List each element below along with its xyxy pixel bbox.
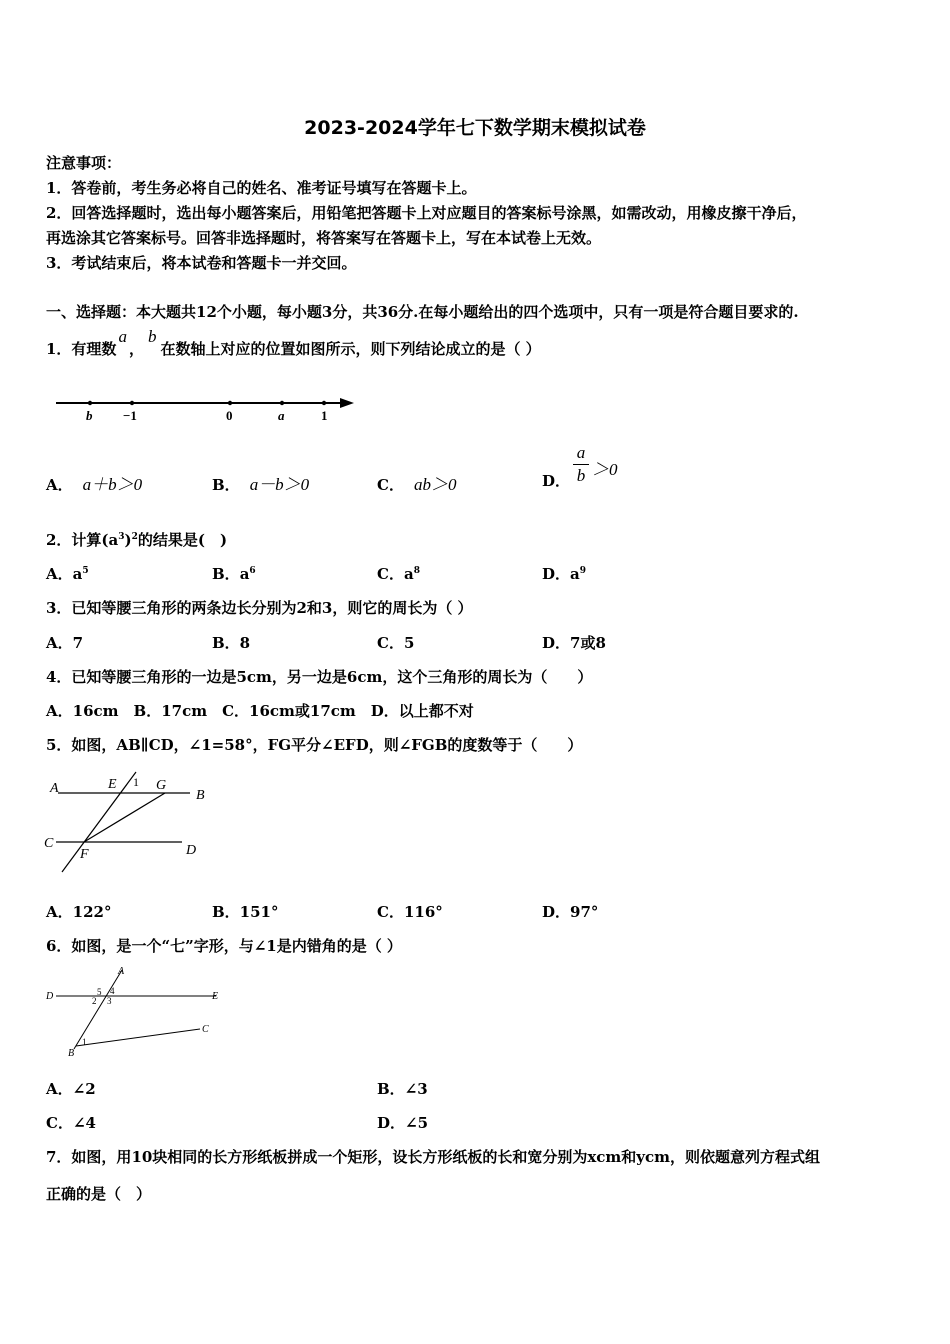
q5-stem: 5．如图，AB∥CD，∠1=58°，FG平分∠EFD，则∠FGB的度数等于（ ） [46, 736, 583, 754]
q5-figure [40, 770, 215, 880]
q2-option-a [46, 563, 89, 584]
q2-option-b-exp: 6 [249, 566, 256, 576]
q1-option-c [377, 470, 456, 495]
q2-stem-pre: 2．计算(a [46, 531, 119, 549]
q6-option-a: A．∠2 [46, 1080, 96, 1098]
axis-label-1: 1 [321, 408, 328, 423]
q6-label-B: B [68, 1048, 75, 1058]
axis-label-b: b [86, 408, 93, 423]
q2-option-b [212, 563, 256, 584]
q2-option-c-exp: 8 [413, 566, 420, 576]
q6-stem: 6．如图，是一个“七”字形，与∠1是内错角的是（ ） [46, 937, 402, 955]
axis-label-a: a [278, 408, 285, 423]
q6-label-E: E [212, 991, 219, 1002]
q1-option-a [46, 470, 142, 495]
q5-label-1: 1 [133, 775, 139, 789]
q2-stem-post: 的结果是( ) [137, 531, 228, 549]
q2-option-b-label: B． [212, 565, 240, 583]
q7-stem-line1: 7．如图，用10块相同的长方形纸板拼成一个矩形，设长方形纸板的长和宽分别为xcm和ycm，则依题意列方程式组 [46, 1148, 820, 1166]
q6-label-2: 2 [92, 996, 97, 1006]
q6-option-b: B．∠3 [377, 1080, 428, 1098]
q2-option-d-base: a [570, 565, 580, 583]
q3-option-d: D．7或8 [542, 634, 606, 652]
q1-option-b-expr: a－b＞0 [249, 475, 310, 494]
q1-option-d [542, 470, 570, 491]
q6-label-4: 4 [110, 986, 115, 996]
q2-option-c-base: a [403, 565, 414, 583]
q6-label-A: A [118, 966, 125, 977]
q5-label-D: D [186, 843, 197, 858]
q4-stem: 4．已知等腰三角形的一边是5cm，另一边是6cm，这个三角形的周长为（ ） [46, 668, 593, 686]
q1-option-c-label: C． [377, 476, 404, 494]
q1-d-numerator: a [576, 443, 586, 462]
q2-option-b-base: a [239, 565, 250, 583]
q2-exp-inner: 3 [118, 532, 125, 542]
q2-exp-outer: 2 [131, 532, 138, 542]
q5-option-c: C．116° [377, 903, 443, 921]
notice-item-1: 1．答卷前，考生务必将自己的姓名、准考证号填写在答题卡上。 [46, 179, 477, 197]
q4-options: A．16cm B．17cm C．16cm或17cm D．以上都不对 [46, 702, 474, 720]
section-heading: 一、选择题：本大题共12个小题，每小题3分，共36分.在每小题给出的四个选项中，只有一项是符合题目要求的. [46, 303, 799, 321]
q1-var-a: a [118, 327, 127, 346]
q7-stem-line2: 正确的是（ ） [46, 1185, 152, 1203]
q1-var-b: b [147, 327, 157, 346]
q5-option-d: D．97° [542, 903, 599, 921]
q1-suffix: 在数轴上对应的位置如图所示，则下列结论成立的是（ ） [160, 340, 541, 358]
q2-option-a-base: a [72, 565, 83, 583]
q1-option-c-expr: ab＞0 [413, 475, 457, 494]
page-title: 2023-2024学年七下数学期末模拟试卷 [304, 117, 646, 139]
q6-label-1: 1 [82, 1037, 87, 1047]
q5-label-B: B [196, 788, 205, 803]
axis-label-neg1: −1 [123, 408, 137, 423]
q1-option-d-label: D． [542, 472, 571, 490]
q5-label-G: G [156, 778, 167, 793]
q1-number-line [52, 392, 372, 428]
q3-stem: 3．已知等腰三角形的两条边长分别为2和3，则它的周长为（ ） [46, 599, 473, 617]
q5-label-F: F [80, 847, 89, 862]
q2-stem [46, 529, 227, 550]
q1-option-b-label: B． [212, 476, 240, 494]
q6-label-D: D [46, 991, 54, 1002]
q5-label-C: C [44, 836, 54, 851]
q2-option-c-label: C． [377, 565, 404, 583]
q5-label-A: A [50, 781, 59, 796]
q1-option-d-rel: ＞0 [592, 460, 618, 479]
q3-option-a: A．7 [46, 634, 84, 652]
q1-option-a-label: A． [46, 476, 73, 494]
q6-option-c: C．∠4 [46, 1114, 96, 1132]
q2-option-d [542, 563, 586, 584]
notice-item-3: 3．考试结束后，将本试卷和答题卡一并交回。 [46, 254, 357, 272]
notice-item-2-cont: 再选涂其它答案标号。回答非选择题时，将答案写在答题卡上，写在本试卷上无效。 [46, 229, 602, 247]
q2-option-d-label: D． [542, 565, 571, 583]
q1-option-b [212, 470, 309, 495]
q1-option-a-expr: a＋b＞0 [82, 475, 143, 494]
axis-label-0: 0 [226, 408, 233, 423]
q2-option-c [377, 563, 420, 584]
notice-heading: 注意事项： [46, 154, 122, 172]
q6-option-d: D．∠5 [377, 1114, 429, 1132]
q3-option-b: B．8 [212, 634, 251, 652]
q6-figure [40, 962, 230, 1058]
q1-option-d-fraction [573, 444, 589, 485]
q5-label-E: E [108, 777, 117, 792]
q1-prefix: 1．有理数 [46, 340, 117, 358]
q2-stem-mid: ) [124, 531, 132, 549]
q2-option-d-exp: 9 [579, 566, 587, 576]
q5-option-a: A．122° [46, 903, 112, 921]
q6-label-5: 5 [97, 987, 102, 997]
q6-label-3: 3 [107, 996, 112, 1006]
q1-comma: ， [128, 340, 144, 358]
q3-option-c: C．5 [377, 634, 415, 652]
q2-option-a-label: A． [46, 565, 73, 583]
q1-d-denominator: b [576, 466, 586, 485]
notice-item-2: 2．回答选择题时，选出每小题答案后，用铅笔把答题卡上对应题目的答案标号涂黑，如需改动，用橡皮擦干净后， [46, 204, 807, 222]
q6-label-C: C [202, 1024, 209, 1035]
q1-stem [46, 327, 541, 359]
q5-option-b: B．151° [212, 903, 279, 921]
q2-option-a-exp: 5 [82, 566, 89, 576]
